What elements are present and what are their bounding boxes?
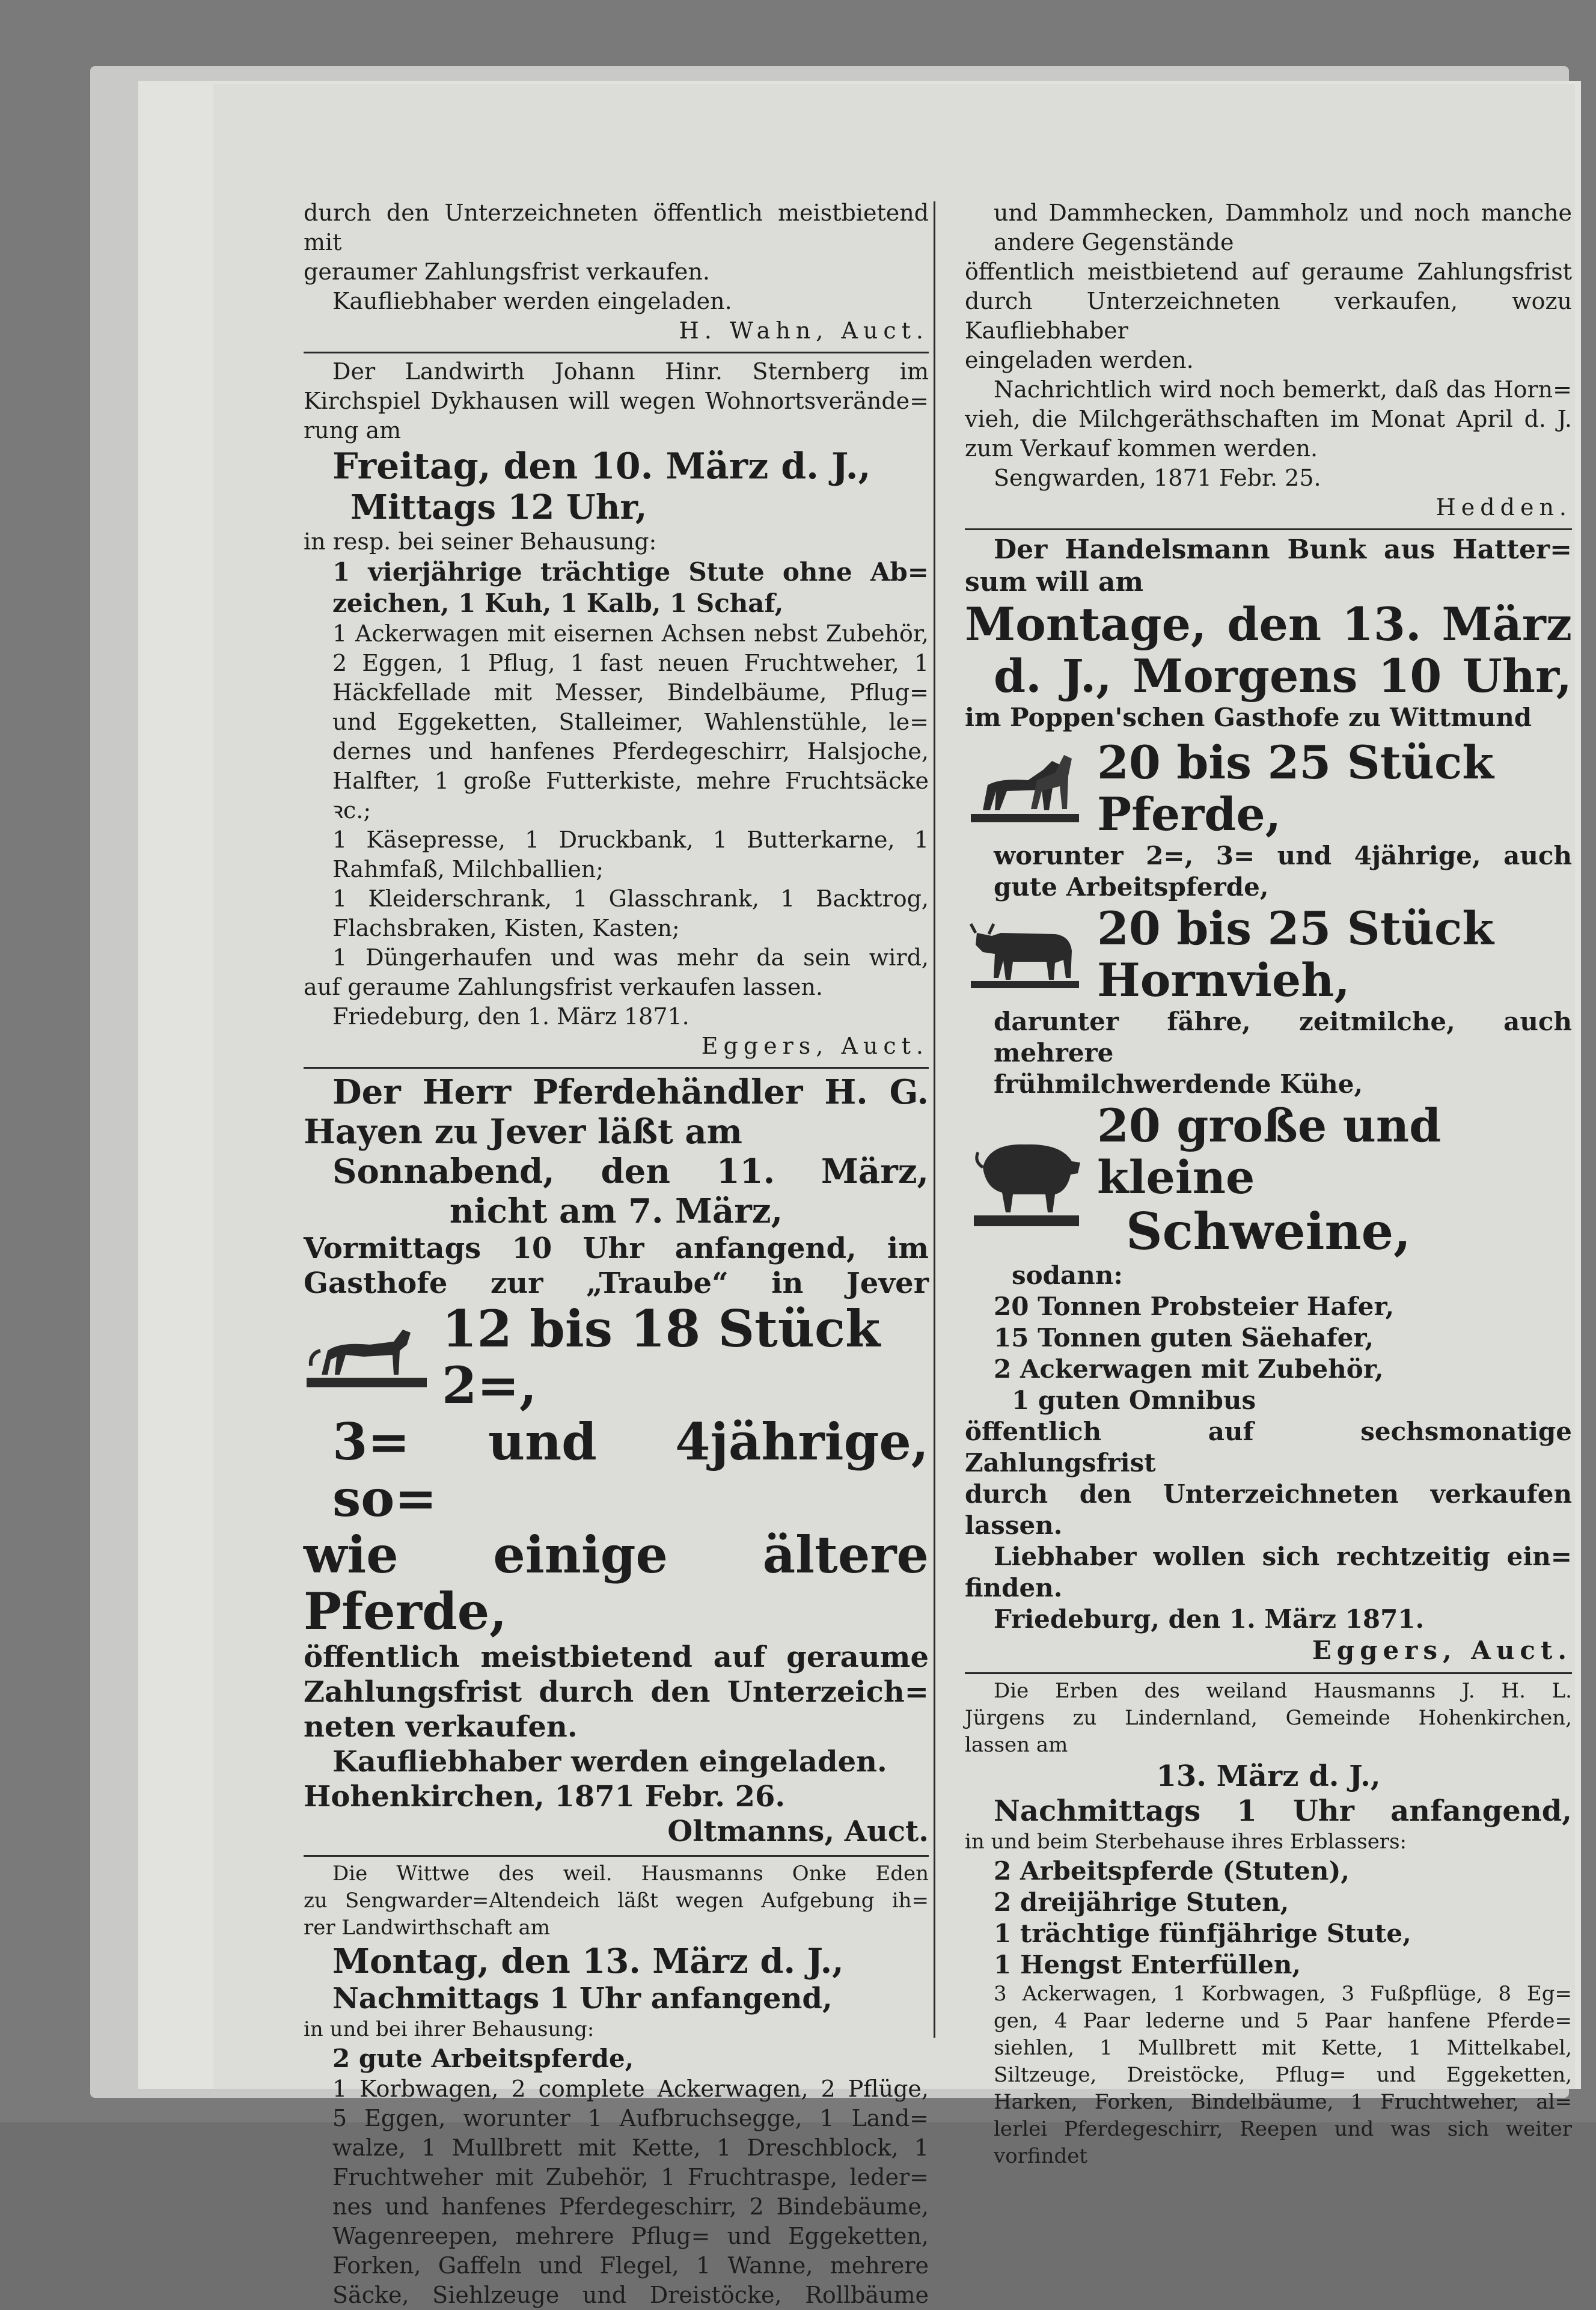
text-line: Flachsbraken, Kisten, Kasten; — [332, 915, 680, 941]
text-line: vorfindet — [994, 2144, 1088, 2168]
headline-line: sum will am — [965, 567, 1144, 597]
text-line: Harken, Forken, Bindelbäume, 1 Fruchtweher, al= — [994, 2090, 1572, 2114]
text-line: in resp. bei seiner Behausung: — [304, 528, 657, 555]
divider-rule — [304, 352, 929, 353]
text-line: rer Landwirthschaft am — [304, 1916, 550, 1940]
divider-rule — [304, 1855, 929, 1857]
text-line: eingeladen werden. — [965, 347, 1194, 373]
lot-headline: 3= und 4jährige, so= — [332, 1412, 929, 1528]
text-line: lassen am — [965, 1733, 1068, 1757]
headline-line: Hayen zu Jever läßt am — [304, 1112, 742, 1152]
text-line: durch den Unterzeichneten verkaufen lassen. — [965, 1479, 1572, 1540]
lot-headline: 12 bis 18 Stück 2=, — [442, 1299, 881, 1415]
lot-highlight: 2 dreijährige Stuten, — [994, 1887, 1289, 1917]
headline-line: nicht am 7. März, — [449, 1191, 783, 1231]
lot-headline: Hornvieh, — [1097, 953, 1350, 1007]
dateline: Friedeburg, den 1. März 1871. — [994, 1604, 1425, 1634]
text-line: sodann: — [1012, 1260, 1123, 1290]
signature: Eggers, Auct. — [701, 1033, 929, 1059]
text-line: lerlei Pferdegeschirr, Reepen und was sich weiter — [994, 2117, 1572, 2141]
text-line: Kaufliebhaber werden eingeladen. — [332, 288, 732, 314]
text-line: Die Erben des weiland Hausmanns J. H. L. — [994, 1679, 1572, 1703]
lot-headline: Pferde, — [1097, 787, 1282, 841]
lot-text — [1097, 903, 1572, 1006]
text-line: Jürgens zu Lindernland, Gemeinde Hohenkirchen, — [965, 1706, 1572, 1730]
text-line: gute Arbeitspferde, — [994, 872, 1269, 902]
text-line: Säcke, Siehlzeuge und Dreistöcke, Rollbäume — [332, 2282, 929, 2308]
text-line: gen, 4 Paar lederne und 5 Paar hanfene Pferde= — [994, 2009, 1572, 2033]
pig-icon — [965, 1119, 1085, 1241]
text-line: Wagenreepen, mehrere Pflug= und Eggeketten, — [332, 2223, 929, 2249]
text-line: durch den Unterzeichneten öffentlich meistbietend mit — [304, 200, 929, 255]
right-column — [965, 198, 1572, 2170]
text-line: auf geraume Zahlungsfrist verkaufen lassen. — [304, 974, 823, 1000]
lot-item: 20 Tonnen Probsteier Hafer, — [994, 1292, 1395, 1321]
text-line: in und beim Sterbehause ihres Erblassers: — [965, 1830, 1407, 1854]
text-line: 2 Eggen, 1 Pflug, 1 fast neuen Fruchtweher, 1 — [332, 650, 929, 676]
text-line: vieh, die Milchgeräthschaften im Monat April d. J. — [965, 406, 1572, 432]
text-line: Halfter, 1 große Futterkiste, mehre Fruchtsäcke ꝛc.; — [332, 768, 929, 823]
text-line: Fruchtweher mit Zubehör, 1 Fruchtraspe, leder= — [332, 2164, 929, 2190]
text-line: Häckfellade mit Messer, Bindelbäume, Pflug= — [332, 679, 929, 706]
horses-icon — [965, 743, 1085, 834]
text-line: zum Verkauf kommen werden. — [965, 435, 1318, 462]
lot-headline: 20 bis 25 Stück — [1097, 736, 1494, 789]
lot-highlight: zeichen, 1 Kuh, 1 Kalb, 1 Schaf, — [332, 588, 784, 618]
lot-highlight: 1 Hengst Enterfüllen, — [994, 1950, 1301, 1979]
headline-line: Gasthofe zur „Traube“ in Jever — [304, 1267, 929, 1300]
dateline: Friedeburg, den 1. März 1871. — [332, 1003, 689, 1030]
signature: Oltmanns, Auct. — [667, 1815, 929, 1848]
auction-date: d. J., Morgens 10 Uhr, — [994, 649, 1572, 703]
text-line: Siltzeuge, Dreistöcke, Pflug= und Eggeketten, — [994, 2063, 1572, 2087]
lot-text — [1097, 1100, 1572, 1260]
auction-time: Nachmittags 1 Uhr anfangend, — [332, 1982, 833, 2015]
horse-lot-row — [965, 737, 1572, 840]
lot-highlight: 1 trächtige fünfjährige Stute, — [994, 1919, 1411, 1948]
auction-date: Freitag, den 10. März d. J., — [332, 445, 871, 487]
divider-rule — [965, 1672, 1572, 1674]
signature: Eggers, Auct. — [1312, 1636, 1572, 1665]
text-line: worunter 2=, 3= und 4jährige, auch — [994, 841, 1572, 870]
newspaper-page — [213, 84, 1575, 2308]
lot-item: 1 guten Omnibus — [1012, 1386, 1256, 1415]
text-line: 1 Düngerhaufen und was mehr da sein wird, — [332, 944, 929, 971]
lot-highlight: 2 Arbeitspferde (Stuten), — [994, 1856, 1350, 1886]
dateline: Hohenkirchen, 1871 Febr. 26. — [304, 1780, 786, 1813]
auction-time: Nachmittags 1 Uhr anfangend, — [994, 1794, 1572, 1828]
text-line: zu Sengwarder=Altendeich läßt wegen Aufgebung ih= — [304, 1889, 929, 1913]
lot-highlight: 2 gute Arbeitspferde, — [332, 2044, 634, 2073]
lot-item: 15 Tonnen guten Säehafer, — [994, 1323, 1374, 1352]
lot-headline: 20 bis 25 Stück — [1097, 902, 1494, 955]
lot-headline: wie einige ältere Pferde, — [304, 1525, 929, 1641]
divider-rule — [965, 528, 1572, 530]
lot-headline: Schweine, — [1126, 1202, 1411, 1261]
auction-date: 13. März d. J., — [1156, 1759, 1381, 1793]
text-line: in und bei ihrer Behausung: — [304, 2017, 595, 2041]
text-line: 3 Ackerwagen, 1 Korbwagen, 3 Fußpflüge, 8 Eg= — [994, 1982, 1572, 2006]
text-line: öffentlich auf sechsmonatige Zahlungsfrist — [965, 1417, 1572, 1477]
horse-icon — [304, 1318, 430, 1397]
pig-lot-row — [965, 1100, 1572, 1260]
headline-line: Der Herr Pferdehändler H. G. — [332, 1072, 929, 1112]
text-line: dernes und hanfenes Pferdegeschirr, Halsjoche, — [332, 738, 929, 765]
column-divider — [934, 201, 935, 2038]
headline-line: Zahlungsfrist durch den Unterzeich= — [304, 1675, 929, 1709]
headline-line: Kaufliebhaber werden eingeladen. — [332, 1745, 887, 1779]
auction-date: Sonnabend, den 11. März, — [332, 1152, 929, 1191]
headline-line: Vormittags 10 Uhr anfangend, im — [304, 1232, 929, 1265]
dateline: Sengwarden, 1871 Febr. 25. — [994, 465, 1321, 491]
headline-line: Der Handelsmann Bunk aus Hatter= — [994, 534, 1572, 565]
text-line: 1 Ackerwagen mit eisernen Achsen nebst Zubehör, — [332, 620, 929, 647]
text-line: 1 Käsepresse, 1 Druckbank, 1 Butterkarne, 1 — [332, 827, 929, 853]
signature: H. Wahn, Auct. — [679, 317, 929, 344]
headline-line: neten verkaufen. — [304, 1710, 578, 1744]
text-line: 1 Korbwagen, 2 complete Ackerwagen, 2 Pflüge, — [332, 2076, 929, 2102]
cow-icon — [965, 909, 1085, 1000]
text-line: Nachrichtlich wird noch bemerkt, daß das Horn= — [994, 376, 1572, 403]
auction-date: Montag, den 13. März d. J., — [332, 1942, 844, 1981]
text-line: 1 Kleiderschrank, 1 Glasschrank, 1 Backtrog, — [332, 885, 929, 912]
horse-lot-row — [304, 1301, 929, 1414]
divider-rule — [304, 1067, 929, 1069]
text-line: andere Gegenstände — [994, 229, 1234, 255]
text-line: Rahmfaß, Milchballien; — [332, 856, 604, 882]
text-line: finden. — [965, 1573, 1063, 1603]
text-line: durch Unterzeichneten verkaufen, wozu Kaufliebhaber — [965, 288, 1572, 344]
lot-highlight: 1 vierjährige trächtige Stute ohne Ab= — [332, 557, 929, 587]
left-column — [304, 198, 929, 2310]
text-line: 5 Eggen, worunter 1 Aufbruchsegge, 1 Land= — [332, 2105, 929, 2131]
lot-headline: 20 große und kleine — [1097, 1099, 1442, 1204]
text-line: und Dammhecken, Dammholz und noch manche — [994, 200, 1572, 226]
text-line: nes und hanfenes Pferdegeschirr, 2 Bindebäume, — [332, 2193, 929, 2220]
text-line: öffentlich meistbietend auf geraume Zahlungsfrist — [965, 258, 1572, 285]
auction-time: Mittags 12 Uhr, — [350, 487, 647, 527]
text-line: im Poppen'schen Gasthofe zu Wittmund — [965, 703, 1532, 732]
cattle-lot-row — [965, 903, 1572, 1006]
text-line: walze, 1 Mullbrett mit Kette, 1 Dreschblock, 1 — [332, 2134, 929, 2161]
text-line: Forken, Gaffeln und Flegel, 1 Wanne, mehrere — [332, 2252, 929, 2279]
text-line: rung am — [304, 417, 402, 444]
text-line: darunter fähre, zeitmilche, auch mehrere — [994, 1007, 1572, 1068]
text-line: geraumer Zahlungsfrist verkaufen. — [304, 258, 710, 285]
signature: Hedden. — [1435, 494, 1572, 521]
lot-item: 2 Ackerwagen mit Zubehör, — [994, 1354, 1384, 1384]
text-line: frühmilchwerdende Kühe, — [994, 1069, 1363, 1099]
lot-text — [1097, 737, 1572, 840]
text-line: siehlen, 1 Mullbrett mit Kette, 1 Mittelkabel, — [994, 2036, 1572, 2060]
headline-line: öffentlich meistbietend auf geraume — [304, 1640, 929, 1674]
text-line: Der Landwirth Johann Hinr. Sternberg im — [332, 358, 929, 385]
text-line: und Eggeketten, Stalleimer, Wahlenstühle, le= — [332, 709, 929, 735]
auction-date: Montage, den 13. März — [965, 597, 1572, 651]
text-line: Die Wittwe des weil. Hausmanns Onke Eden — [332, 1862, 929, 1886]
text-line: Kirchspiel Dykhausen will wegen Wohnortsverände= — [304, 388, 929, 414]
text-line: Liebhaber wollen sich rechtzeitig ein= — [994, 1542, 1572, 1571]
